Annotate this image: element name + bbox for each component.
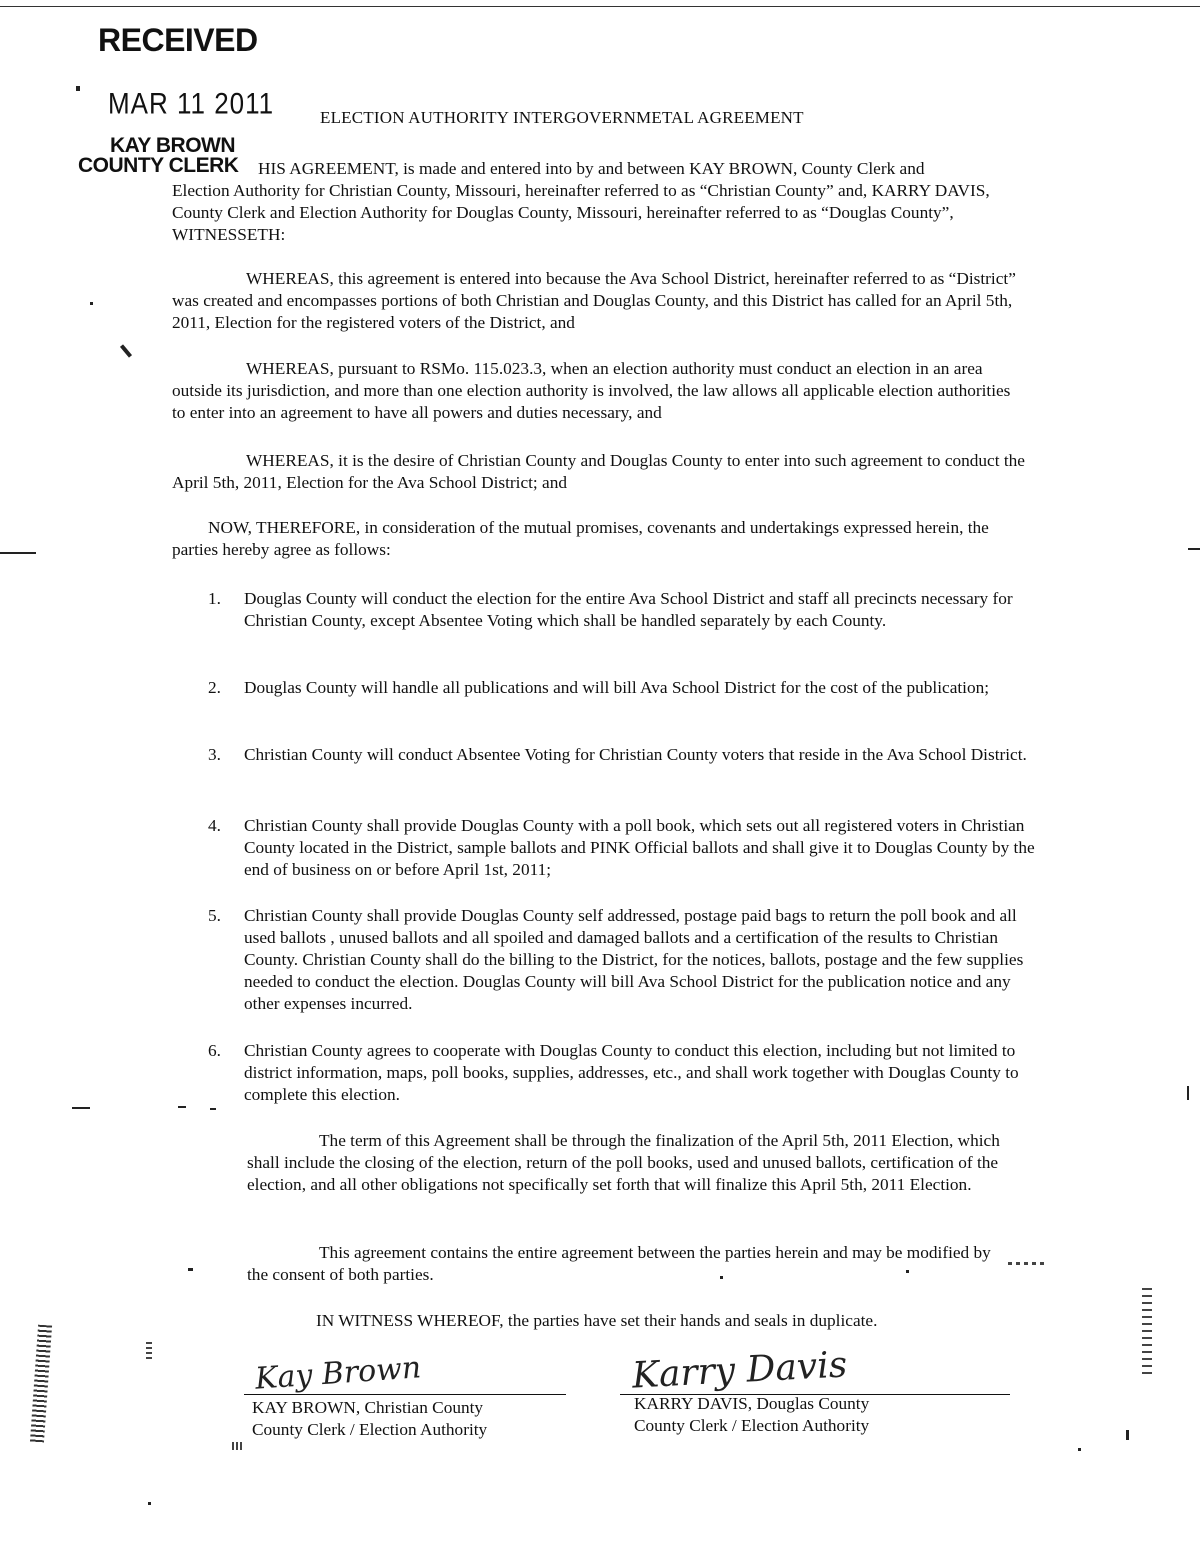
now-therefore-paragraph xyxy=(172,517,1028,561)
signature-line xyxy=(244,1394,566,1395)
embossed-seal-edge xyxy=(146,1342,152,1362)
list-item xyxy=(208,815,1038,881)
item-text: Christian County agrees to cooperate with Douglas County to conduct this election, including but not limited to district information, maps, poll books, supplies, addresses, etc., and shall work together with Douglas County to complete this election. xyxy=(244,1041,1019,1104)
now-therefore-text: NOW, THEREFORE, in consideration of the mutual promises, covenants and undertakings expressed herein, the parties hereby agree as follows: xyxy=(172,518,989,559)
list-item xyxy=(208,677,1038,699)
signatory-title: County Clerk / Election Authority xyxy=(634,1416,870,1435)
whereas-text: WHEREAS, pursuant to RSMo. 115.023.3, when an election authority must conduct an election in an area outside its jurisdiction, and more than one election authority is involved, the law allows all applicable election authorities to enter into an agreement to have all powers and duties necessary, and xyxy=(172,359,1011,422)
embossed-seal-edge xyxy=(30,1325,52,1444)
scan-mark xyxy=(1188,548,1200,550)
scan-speck xyxy=(148,1502,151,1505)
whereas-text: WHEREAS, it is the desire of Christian County and Douglas County to enter into such agreement to conduct the April 5th, 2011, Election for the Ava School District; and xyxy=(172,451,1025,492)
scan-speck xyxy=(720,1276,723,1279)
item-number: 4. xyxy=(208,816,221,835)
scan-mark xyxy=(178,1106,186,1108)
term-text: The term of this Agreement shall be through the finalization of the April 5th, 2011 Election, which shall include the closing of the election, return of the poll books, used and unused ballots, certification of the election, and all other obligations not specifically set forth that will finalize this April 5th, 2011 Election. xyxy=(247,1131,1000,1194)
scan-mark xyxy=(0,552,36,554)
signature-karry-davis: Karry Davis xyxy=(631,1344,849,1397)
embossed-seal-edge xyxy=(1142,1288,1152,1378)
scan-mark xyxy=(1187,1086,1189,1100)
intro-first-line: HIS AGREEMENT, is made and entered into by and between KAY BROWN, County Clerk and xyxy=(258,159,925,178)
item-text: Christian County shall provide Douglas County self addressed, postage paid bags to return the poll book and all used ballots , unused ballots and all spoiled and damaged ballots and a certification of the results to Christian County. Christian County shall do the billing to the District, for the notices, ballots, postage and the few supplies needed to conduct the election. Douglas County will bill Ava School District for the publication notice and any other expenses incurred. xyxy=(244,906,1024,1013)
scan-mark xyxy=(72,1107,90,1109)
whereas-paragraph xyxy=(172,450,1028,494)
received-stamp: RECEIVED xyxy=(98,22,258,58)
scan-speck xyxy=(1126,1430,1129,1440)
stamp-clerk-office: COUNTY CLERK xyxy=(78,154,239,177)
list-item xyxy=(208,1040,1038,1106)
document-title: ELECTION AUTHORITY INTERGOVERNMETAL AGREEMENT xyxy=(320,108,804,127)
scan-speck xyxy=(232,1442,242,1450)
item-text: Douglas County will handle all publications and will bill Ava School District for the cost of the publication; xyxy=(244,678,990,697)
item-text: Christian County shall provide Douglas County with a poll book, which sets out all registered voters in Christian County located in the District, sample ballots and PINK Official ballots and shall give it to Douglas County by the end of business on or before April 1st, 2011; xyxy=(244,816,1035,879)
item-text: Christian County will conduct Absentee Voting for Christian County voters that reside in the Ava School District. xyxy=(244,745,1027,764)
signatory-block-christian xyxy=(252,1397,487,1441)
scan-speck xyxy=(188,1268,193,1271)
list-item xyxy=(208,588,1038,632)
signatory-block-douglas xyxy=(634,1393,869,1437)
scan-speck xyxy=(76,86,80,91)
entire-agreement-paragraph xyxy=(247,1242,1007,1286)
whereas-paragraph xyxy=(172,358,1028,424)
term-paragraph xyxy=(247,1130,1007,1196)
intro-rest: Election Authority for Christian County, Missouri, hereinafter referred to as “Christian County” and, KARRY DAVIS, County Clerk and Election Authority for Douglas County, Missouri, hereinafter referred to as “Douglas County”, WITNESSETH: xyxy=(172,181,990,244)
item-number: 6. xyxy=(208,1041,221,1060)
intro-paragraph xyxy=(172,158,1032,246)
scan-mark xyxy=(210,1108,216,1110)
item-number: 1. xyxy=(208,589,221,608)
witness-paragraph xyxy=(316,1310,1016,1332)
scan-mark xyxy=(1008,1262,1048,1265)
entire-agreement-text: This agreement contains the entire agreement between the parties herein and may be modified by the consent of both parties. xyxy=(247,1243,991,1284)
stamp-clerk-name: KAY BROWN xyxy=(110,134,236,157)
signatory-title: County Clerk / Election Authority xyxy=(252,1420,488,1439)
scan-speck xyxy=(906,1270,909,1273)
list-item xyxy=(208,744,1038,766)
signatory-name: KARRY DAVIS, Douglas County xyxy=(634,1394,870,1413)
scan-speck xyxy=(1078,1448,1081,1451)
item-number: 3. xyxy=(208,745,221,764)
whereas-text: WHEREAS, this agreement is entered into because the Ava School District, hereinafter referred to as “District” was created and encompasses portions of both Christian and Douglas County, and this District has called for an April 5th, 2011, Election for the registered voters of the District, and xyxy=(172,269,1016,332)
witness-text: IN WITNESS WHEREOF, the parties have set their hands and seals in duplicate. xyxy=(316,1311,878,1330)
signature-kay-brown: Kay Brown xyxy=(253,1350,423,1397)
scan-speck xyxy=(120,344,132,357)
item-number: 2. xyxy=(208,678,221,697)
item-text: Douglas County will conduct the election for the entire Ava School District and staff all precincts necessary for Christian County, except Absentee Voting which shall be handled separately by each County. xyxy=(244,589,1013,630)
list-item xyxy=(208,905,1038,1015)
whereas-paragraph xyxy=(172,268,1028,334)
item-number: 5. xyxy=(208,906,221,925)
stamp-date: MAR 11 2011 xyxy=(108,85,275,121)
page-top-border xyxy=(0,6,1200,7)
scan-speck xyxy=(90,302,93,305)
signatory-name: KAY BROWN, Christian County xyxy=(252,1398,484,1417)
